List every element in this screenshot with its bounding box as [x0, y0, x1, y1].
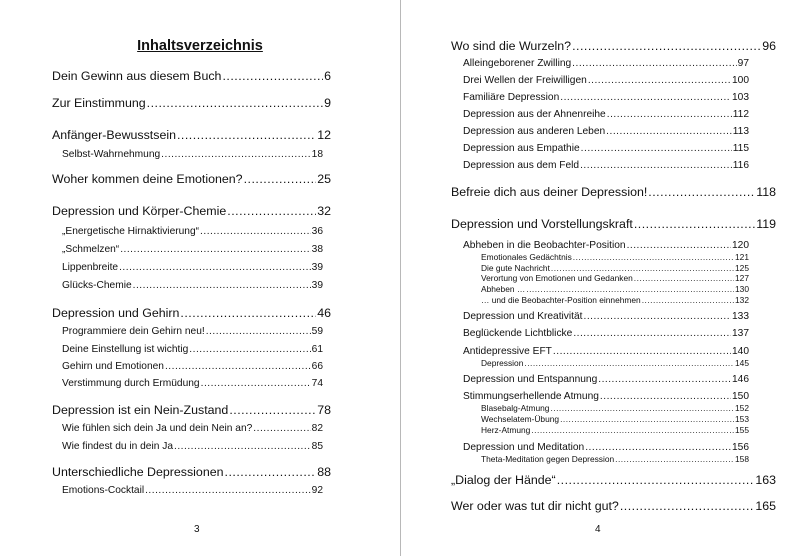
- toc-entry-page: 130: [735, 283, 749, 294]
- toc-entry-page: 115: [732, 142, 749, 154]
- toc-entry-label: Depression und Vorstellungskraft: [451, 217, 633, 231]
- toc-entry[interactable]: [463, 374, 749, 387]
- toc-entry-label: Herz-Atmung: [481, 424, 531, 435]
- toc-entry[interactable]: [481, 295, 749, 306]
- toc-entry[interactable]: [62, 361, 323, 374]
- toc-entry-page: 39: [311, 261, 323, 273]
- dot-leader: [553, 346, 731, 357]
- dot-leader: [165, 361, 311, 372]
- toc-entry-page: 97: [737, 57, 749, 69]
- toc-entry-page: 46: [317, 306, 331, 320]
- toc-entry-label: Depression und Gehirn: [52, 306, 180, 320]
- toc-entry-label: Verstimmung durch Ermüdung: [62, 377, 200, 389]
- toc-entry-page: 146: [732, 373, 749, 385]
- toc-entry[interactable]: [62, 244, 323, 257]
- toc-entry-page: 119: [756, 217, 776, 231]
- toc-entry-page: 121: [735, 251, 749, 262]
- toc-entry[interactable]: [481, 403, 749, 414]
- toc-entry[interactable]: [463, 160, 749, 173]
- toc-entry[interactable]: [52, 403, 331, 419]
- toc-entry-label: Woher kommen deine Emotionen?: [52, 172, 243, 186]
- toc-entry[interactable]: [62, 441, 323, 454]
- toc-entry-page: 38: [311, 243, 323, 255]
- toc-entry[interactable]: [481, 284, 749, 295]
- toc-entry-label: Depression und Entspannung: [463, 373, 598, 385]
- toc-entry[interactable]: [481, 252, 749, 263]
- toc-entry-page: 152: [735, 402, 749, 413]
- toc-entry-label: Emotions-Cocktail: [62, 484, 145, 496]
- dot-leader: [206, 326, 311, 337]
- toc-entry-label: Unterschiedliche Depressionen: [52, 465, 224, 479]
- dot-leader: [531, 425, 734, 435]
- toc-entry-label: Alleingeborener Zwilling: [463, 57, 572, 69]
- toc-entry[interactable]: [481, 425, 749, 436]
- toc-entry-label: Wer oder was tut dir nicht gut?: [451, 499, 619, 513]
- toc-entry-label: Wie fühlen sich dein Ja und dein Nein an?: [62, 422, 253, 434]
- toc-entry-page: 127: [735, 272, 749, 283]
- right-page: [401, 0, 800, 556]
- toc-entry-page: 120: [732, 239, 749, 251]
- toc-entry-page: 85: [311, 440, 323, 452]
- toc-entry-label: Emotionales Gedächtnis: [481, 251, 572, 262]
- dot-leader: [573, 252, 734, 262]
- toc-entry-label: Beglückende Lichtblicke: [463, 327, 573, 339]
- toc-entry-page: 132: [735, 294, 749, 305]
- toc-entry[interactable]: [463, 328, 749, 341]
- dot-leader: [583, 311, 731, 322]
- dot-leader: [607, 109, 732, 120]
- toc-entry-label: Gehirn und Emotionen: [62, 360, 164, 372]
- dot-leader: [229, 403, 316, 417]
- toc-entry-page: 125: [735, 262, 749, 273]
- dot-leader: [588, 75, 731, 86]
- toc-entry-label: Anfänger-Bewusstsein: [52, 128, 176, 142]
- dot-leader: [573, 328, 731, 339]
- toc-entry-label: Depression aus der Ahnenreihe: [463, 108, 606, 120]
- toc-entry[interactable]: [62, 280, 323, 293]
- toc-entry-page: 78: [317, 403, 331, 417]
- dot-leader: [227, 204, 316, 218]
- toc-entry-page: 74: [311, 377, 323, 389]
- dot-leader: [244, 172, 317, 186]
- toc-entry[interactable]: [481, 358, 749, 369]
- toc-entry-label: Depression aus anderen Leben: [463, 125, 606, 137]
- toc-entry-label: Familiäre Depression: [463, 91, 560, 103]
- page-number: 4: [595, 524, 601, 535]
- toc-entry[interactable]: [451, 217, 776, 233]
- toc-entry-page: 36: [311, 225, 323, 237]
- toc-entry-page: 116: [732, 159, 749, 171]
- toc-entry-label: „Schmelzen“: [62, 243, 120, 255]
- toc-entry-page: 140: [732, 345, 749, 357]
- toc-entry-label: Programmiere dein Gehirn neu!: [62, 325, 205, 337]
- toc-entry[interactable]: [463, 143, 749, 156]
- toc-entry-page: 112: [732, 108, 749, 120]
- toc-entry-label: Drei Wellen der Freiwilligen: [463, 74, 587, 86]
- toc-entry-label: „Dialog der Hände“: [451, 473, 556, 487]
- toc-entry[interactable]: [62, 326, 323, 339]
- toc-entry-page: 39: [311, 279, 323, 291]
- toc-entry-page: 92: [311, 484, 323, 496]
- dot-leader: [634, 273, 734, 283]
- toc-entry[interactable]: [52, 465, 331, 481]
- toc-entry-page: 153: [735, 413, 749, 424]
- toc-entry-label: Lippenbreite: [62, 261, 119, 273]
- toc-entry-label: Antidepressive EFT: [463, 345, 552, 357]
- toc-entry-label: Wo sind die Wurzeln?: [451, 39, 572, 53]
- toc-entry-label: Depression und Meditation: [463, 441, 585, 453]
- dot-leader: [634, 217, 755, 231]
- toc-entry[interactable]: [451, 473, 776, 489]
- dot-leader: [620, 499, 755, 513]
- toc-entry-label: Wechselatem-Übung: [481, 413, 560, 424]
- toc-entry-page: 100: [732, 74, 749, 86]
- dot-leader: [550, 403, 734, 413]
- toc-entry-page: 96: [762, 39, 776, 53]
- toc-entry[interactable]: [463, 58, 749, 71]
- toc-entry-label: Selbst-Wahrnehmung: [62, 148, 161, 160]
- toc-entry-label: Deine Einstellung ist wichtig: [62, 343, 189, 355]
- toc-entry-page: 88: [317, 465, 331, 479]
- toc-entry-page: 103: [732, 91, 749, 103]
- dot-leader: [557, 473, 755, 487]
- toc-entry-page: 9: [324, 96, 331, 110]
- toc-entry-page: 6: [324, 69, 331, 83]
- toc-entry[interactable]: [451, 499, 776, 515]
- dot-leader: [120, 244, 310, 255]
- toc-entry[interactable]: [62, 344, 323, 357]
- dot-leader: [147, 96, 323, 110]
- dot-leader: [606, 126, 732, 137]
- toc-entry-page: 145: [735, 357, 749, 368]
- dot-leader: [133, 280, 311, 291]
- dot-leader: [225, 465, 317, 479]
- toc-entry[interactable]: [52, 172, 331, 188]
- toc-entry-page: 150: [732, 390, 749, 402]
- dot-leader: [253, 423, 310, 434]
- toc-entry[interactable]: [451, 185, 776, 201]
- toc-entry[interactable]: [52, 128, 331, 144]
- toc-entry-label: Blasebalg-Atmung: [481, 402, 550, 413]
- dot-leader: [560, 92, 731, 103]
- dot-leader: [161, 149, 311, 160]
- toc-entry-label: „Energetische Hirnaktivierung“: [62, 225, 200, 237]
- toc-entry-label: Dein Gewinn aus diesem Buch: [52, 69, 222, 83]
- toc-entry-label: Abheben in die Beobachter-Position: [463, 239, 626, 251]
- dot-leader: [581, 143, 732, 154]
- toc-entry-label: Depression und Kreativität: [463, 310, 583, 322]
- toc-entry-label: Wie findest du in dein Ja: [62, 440, 173, 452]
- toc-entry-page: 113: [732, 125, 749, 137]
- dot-leader: [180, 306, 316, 320]
- toc-entry[interactable]: [62, 378, 323, 391]
- toc-entry-page: 12: [317, 128, 331, 142]
- dot-leader: [615, 454, 734, 464]
- toc-entry-label: Theta-Meditation gegen Depression: [481, 453, 615, 464]
- dot-leader: [580, 160, 732, 171]
- toc-entry-page: 137: [732, 327, 749, 339]
- dot-leader: [177, 128, 316, 142]
- dot-leader: [642, 295, 734, 305]
- page-number: 3: [194, 524, 200, 535]
- dot-leader: [572, 39, 761, 53]
- dot-leader: [119, 262, 311, 273]
- toc-entry[interactable]: [62, 262, 323, 275]
- toc-entry-label: Abheben …: [481, 283, 526, 294]
- dot-leader: [648, 185, 755, 199]
- toc-entry-page: 118: [756, 185, 776, 199]
- toc-entry-label: Depression: [481, 357, 524, 368]
- toc-entry-label: Depression aus dem Feld: [463, 159, 580, 171]
- toc-entry[interactable]: [481, 454, 749, 465]
- dot-leader: [551, 263, 734, 273]
- toc-entry[interactable]: [463, 92, 749, 105]
- toc-entry-page: 133: [732, 310, 749, 322]
- toc-entry-page: 32: [317, 204, 331, 218]
- dot-leader: [627, 240, 731, 251]
- toc-entry-page: 156: [732, 441, 749, 453]
- toc-entry[interactable]: [62, 149, 323, 162]
- toc-entry-label: Stimmungserhellende Atmung: [463, 390, 599, 402]
- dot-leader: [585, 442, 731, 453]
- dot-leader: [189, 344, 310, 355]
- toc-entry-label: … und die Beobachter-Position einnehmen: [481, 294, 641, 305]
- dot-leader: [598, 374, 731, 385]
- toc-entry-label: Verortung von Emotionen und Gedanken: [481, 272, 633, 283]
- toc-entry-page: 165: [755, 499, 776, 513]
- toc-entry-page: 61: [311, 343, 323, 355]
- dot-leader: [524, 358, 734, 368]
- toc-entry-label: Glücks-Chemie: [62, 279, 132, 291]
- dot-leader: [526, 284, 734, 294]
- toc-entry[interactable]: [52, 204, 331, 220]
- dot-leader: [560, 414, 734, 424]
- toc-entry-label: Depression und Körper-Chemie: [52, 204, 227, 218]
- dot-leader: [222, 69, 323, 83]
- toc-entry-page: 82: [311, 422, 323, 434]
- dot-leader: [572, 58, 736, 69]
- toc-entry-page: 66: [311, 360, 323, 372]
- toc-entry-page: 59: [311, 325, 323, 337]
- toc-entry-page: 18: [311, 148, 323, 160]
- toc-entry[interactable]: [62, 485, 323, 498]
- toc-entry-page: 155: [735, 424, 749, 435]
- toc-entry[interactable]: [481, 414, 749, 425]
- dot-leader: [200, 226, 311, 237]
- toc-entry-label: Depression ist ein Nein-Zustand: [52, 403, 229, 417]
- toc-entry[interactable]: [463, 311, 749, 324]
- toc-entry[interactable]: [52, 69, 331, 85]
- toc-entry-label: Die gute Nachricht: [481, 262, 550, 273]
- toc-entry-page: 25: [317, 172, 331, 186]
- toc-entry-page: 163: [755, 473, 776, 487]
- toc-entry[interactable]: [62, 423, 323, 436]
- dot-leader: [201, 378, 311, 389]
- dot-leader: [145, 485, 311, 496]
- toc-entry-label: Depression aus Empathie: [463, 142, 580, 154]
- toc-entry-label: Befreie dich aus deiner Depression!: [451, 185, 648, 199]
- toc-entry[interactable]: [463, 126, 749, 139]
- dot-leader: [600, 391, 731, 402]
- toc-entry[interactable]: [481, 273, 749, 284]
- dot-leader: [174, 441, 311, 452]
- toc-entry[interactable]: [451, 39, 776, 55]
- toc-entry[interactable]: [52, 306, 331, 322]
- toc-entry[interactable]: [463, 109, 749, 122]
- toc-entry[interactable]: [463, 75, 749, 88]
- toc-entry[interactable]: [62, 226, 323, 239]
- toc-entry-label: Zur Einstimmung: [52, 96, 146, 110]
- toc-title: Inhaltsverzeichnis: [137, 38, 263, 54]
- toc-entry-page: 158: [735, 453, 749, 464]
- toc-entry[interactable]: [52, 96, 331, 112]
